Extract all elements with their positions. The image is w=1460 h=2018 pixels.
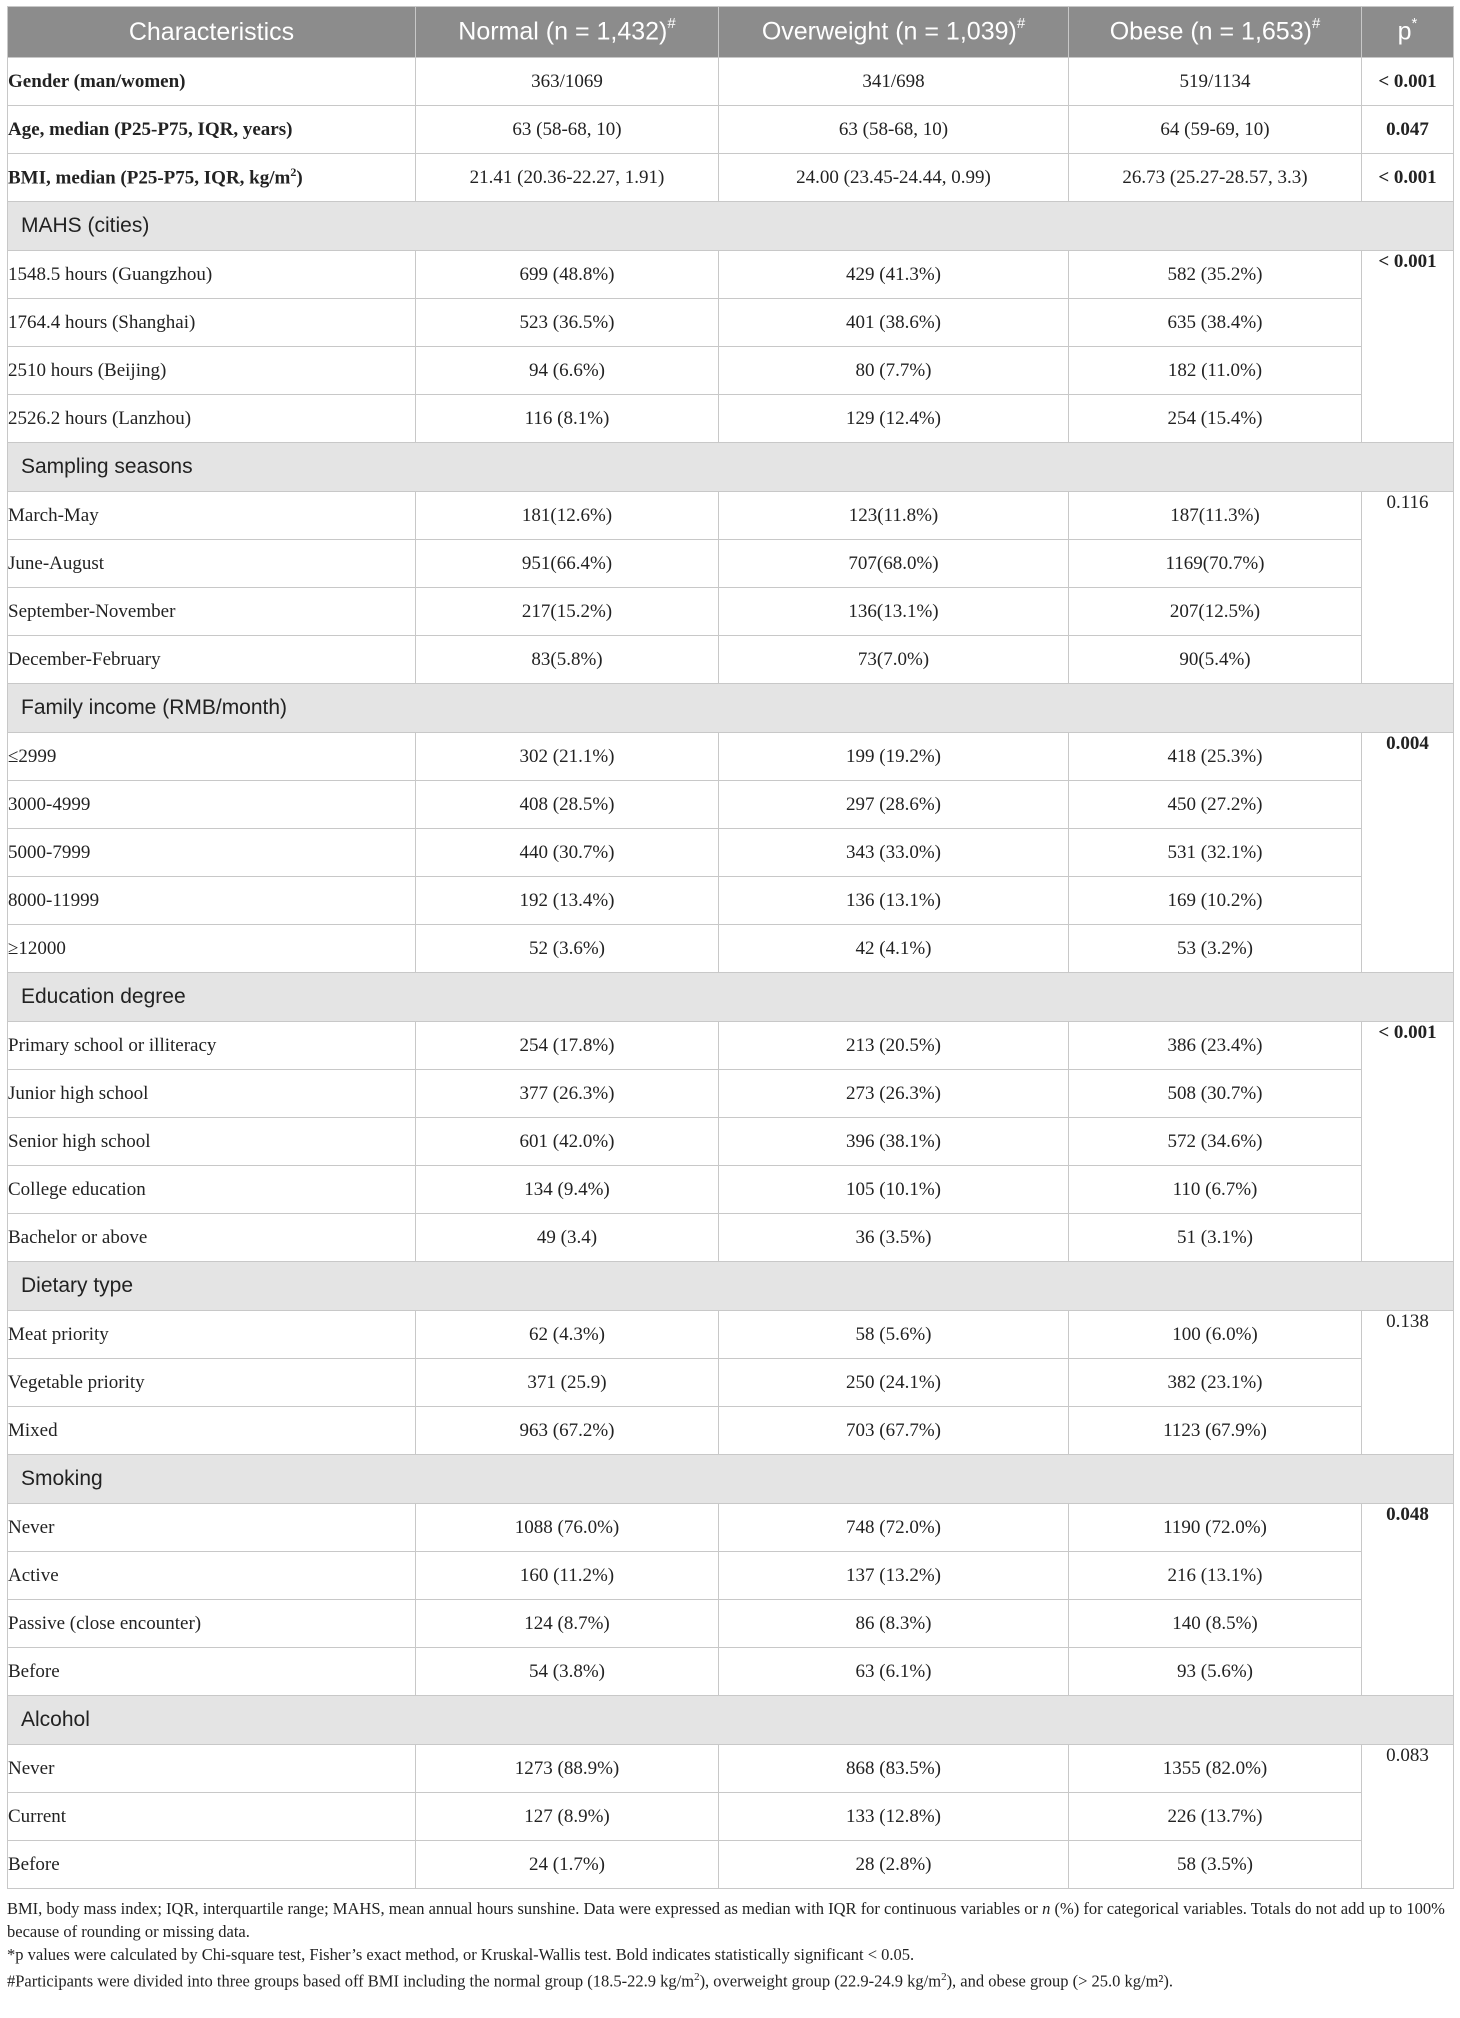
footnote-1-italic: n: [1042, 1899, 1051, 1918]
header-p: [1362, 7, 1454, 58]
table-row: [8, 395, 1454, 443]
obese-value: 110 (6.7%): [1069, 1166, 1362, 1214]
overweight-value: 343 (33.0%): [719, 829, 1069, 877]
section-title: Sampling seasons: [8, 443, 1454, 492]
normal-value: 217(15.2%): [416, 588, 719, 636]
overweight-value: 199 (19.2%): [719, 733, 1069, 781]
normal-value: 377 (26.3%): [416, 1070, 719, 1118]
obese-value: 53 (3.2%): [1069, 925, 1362, 973]
table-row: [8, 58, 1454, 106]
p-value: 0.083: [1362, 1745, 1454, 1889]
normal-value: 160 (11.2%): [416, 1552, 719, 1600]
header-normal-hash: #: [667, 15, 676, 33]
p-value: < 0.001: [1362, 58, 1454, 106]
obese-value: 572 (34.6%): [1069, 1118, 1362, 1166]
footnote-p-values: *p values were calculated by Chi-square test, Fisher’s exact method, or Kruskal-Wallis test. Bold indicates statistically significant < 0.05.: [7, 1945, 915, 1964]
overweight-value: 105 (10.1%): [719, 1166, 1069, 1214]
table-row: [8, 299, 1454, 347]
table-row: [8, 106, 1454, 154]
row-label: Age, median (P25-P75, IQR, years): [8, 106, 416, 154]
overweight-value: 703 (67.7%): [719, 1407, 1069, 1455]
row-label: September-November: [8, 588, 416, 636]
normal-value: 371 (25.9): [416, 1359, 719, 1407]
header-obese-hash: #: [1311, 15, 1321, 33]
row-label: Gender (man/women): [8, 58, 416, 106]
p-value: 0.004: [1362, 733, 1454, 973]
obese-value: 187(11.3%): [1069, 492, 1362, 540]
overweight-value: 748 (72.0%): [719, 1504, 1069, 1552]
table-row: [8, 1166, 1454, 1214]
table-row: [8, 1359, 1454, 1407]
section-header-row: [8, 443, 1454, 492]
table-row: [8, 1841, 1454, 1889]
p-value: 0.047: [1362, 106, 1454, 154]
p-value: 0.138: [1362, 1311, 1454, 1455]
row-label: Primary school or illiteracy: [8, 1022, 416, 1070]
normal-value: 63 (58-68, 10): [416, 106, 719, 154]
normal-value: 62 (4.3%): [416, 1311, 719, 1359]
obese-value: 519/1134: [1069, 58, 1362, 106]
overweight-value: 36 (3.5%): [719, 1214, 1069, 1262]
row-label: Before: [8, 1841, 416, 1889]
overweight-value: 24.00 (23.45-24.44, 0.99): [719, 154, 1069, 202]
row-label: [8, 154, 416, 202]
section-header-row: [8, 1696, 1454, 1745]
row-label: Current: [8, 1793, 416, 1841]
row-label: June-August: [8, 540, 416, 588]
normal-value: 302 (21.1%): [416, 733, 719, 781]
row-label: Bachelor or above: [8, 1214, 416, 1262]
obese-value: 635 (38.4%): [1069, 299, 1362, 347]
obese-value: 26.73 (25.27-28.57, 3.3): [1069, 154, 1362, 202]
table-row: [8, 1648, 1454, 1696]
table-row: [8, 1022, 1454, 1070]
section-header-row: [8, 1455, 1454, 1504]
obese-value: 1355 (82.0%): [1069, 1745, 1362, 1793]
row-label: Meat priority: [8, 1311, 416, 1359]
section-title: Dietary type: [8, 1262, 1454, 1311]
normal-value: 116 (8.1%): [416, 395, 719, 443]
section-header-row: [8, 1262, 1454, 1311]
footnote-3-part-b: ), overweight group (22.9-24.9 kg/m: [699, 1971, 942, 1991]
normal-value: 523 (36.5%): [416, 299, 719, 347]
normal-value: 951(66.4%): [416, 540, 719, 588]
table-row: [8, 1118, 1454, 1166]
row-label: ≤2999: [8, 733, 416, 781]
obese-value: 90(5.4%): [1069, 636, 1362, 684]
row-label: Never: [8, 1745, 416, 1793]
table-row: [8, 1311, 1454, 1359]
obese-value: 182 (11.0%): [1069, 347, 1362, 395]
obese-value: 140 (8.5%): [1069, 1600, 1362, 1648]
header-obese-text: Obese (n = 1,653): [1109, 17, 1312, 46]
overweight-value: 250 (24.1%): [719, 1359, 1069, 1407]
obese-value: 508 (30.7%): [1069, 1070, 1362, 1118]
section-title: Smoking: [8, 1455, 1454, 1504]
normal-value: 1088 (76.0%): [416, 1504, 719, 1552]
obese-value: 1190 (72.0%): [1069, 1504, 1362, 1552]
normal-value: 254 (17.8%): [416, 1022, 719, 1070]
footnote-1-part-b: (%) for categorical variables. Totals do not add up to 100% because of rounding or missing data.: [7, 1899, 1445, 1941]
overweight-value: 213 (20.5%): [719, 1022, 1069, 1070]
header-overweight-text: Overweight (n = 1,039): [761, 17, 1017, 46]
row-label: 8000-11999: [8, 877, 416, 925]
normal-value: 408 (28.5%): [416, 781, 719, 829]
overweight-value: 868 (83.5%): [719, 1745, 1069, 1793]
header-p-text: p: [1397, 17, 1412, 46]
table-row: [8, 1552, 1454, 1600]
header-obese: [1069, 7, 1362, 58]
row-label: March-May: [8, 492, 416, 540]
table-row: [8, 347, 1454, 395]
overweight-value: 396 (38.1%): [719, 1118, 1069, 1166]
obese-value: 254 (15.4%): [1069, 395, 1362, 443]
header-p-star: *: [1411, 15, 1418, 33]
normal-value: 83(5.8%): [416, 636, 719, 684]
table-container: [7, 6, 1453, 1993]
table-row: [8, 540, 1454, 588]
footnote-3-part-c: ), and obese group (> 25.0 kg/m²).: [946, 1971, 1173, 1991]
row-label: Senior high school: [8, 1118, 416, 1166]
normal-value: 94 (6.6%): [416, 347, 719, 395]
obese-value: 100 (6.0%): [1069, 1311, 1362, 1359]
table-row: [8, 154, 1454, 202]
p-value: < 0.001: [1362, 154, 1454, 202]
obese-value: 226 (13.7%): [1069, 1793, 1362, 1841]
overweight-value: 707(68.0%): [719, 540, 1069, 588]
normal-value: 21.41 (20.36-22.27, 1.91): [416, 154, 719, 202]
section-header-row: [8, 202, 1454, 251]
overweight-value: 123(11.8%): [719, 492, 1069, 540]
obese-value: 418 (25.3%): [1069, 733, 1362, 781]
overweight-value: 58 (5.6%): [719, 1311, 1069, 1359]
obese-value: 386 (23.4%): [1069, 1022, 1362, 1070]
row-label: Before: [8, 1648, 416, 1696]
header-characteristics-text: Characteristics: [128, 17, 295, 46]
overweight-value: 136 (13.1%): [719, 877, 1069, 925]
obese-value: 169 (10.2%): [1069, 877, 1362, 925]
p-value: 0.116: [1362, 492, 1454, 684]
overweight-value: 136(13.1%): [719, 588, 1069, 636]
row-label-end: ): [296, 167, 303, 189]
row-label: College education: [8, 1166, 416, 1214]
table-row: [8, 492, 1454, 540]
row-label: ≥12000: [8, 925, 416, 973]
footnote-abbreviations: [7, 1897, 1453, 1943]
normal-value: 49 (3.4): [416, 1214, 719, 1262]
section-header-row: [8, 973, 1454, 1022]
row-label: 1764.4 hours (Shanghai): [8, 299, 416, 347]
row-label-sup: 2: [290, 165, 297, 180]
row-label: 1548.5 hours (Guangzhou): [8, 251, 416, 299]
section-header-row: [8, 684, 1454, 733]
normal-value: 134 (9.4%): [416, 1166, 719, 1214]
section-title: Family income (RMB/month): [8, 684, 1454, 733]
header-row: [8, 7, 1454, 58]
overweight-value: 341/698: [719, 58, 1069, 106]
normal-value: 124 (8.7%): [416, 1600, 719, 1648]
table-row: [8, 588, 1454, 636]
obese-value: 216 (13.1%): [1069, 1552, 1362, 1600]
characteristics-table: [7, 6, 1454, 1889]
overweight-value: 401 (38.6%): [719, 299, 1069, 347]
row-label-text: BMI, median (P25-P75, IQR, kg/m: [8, 167, 291, 189]
obese-value: 382 (23.1%): [1069, 1359, 1362, 1407]
row-label: Passive (close encounter): [8, 1600, 416, 1648]
overweight-value: 42 (4.1%): [719, 925, 1069, 973]
section-title: MAHS (cities): [8, 202, 1454, 251]
table-row: [8, 1214, 1454, 1262]
overweight-value: 86 (8.3%): [719, 1600, 1069, 1648]
normal-value: 24 (1.7%): [416, 1841, 719, 1889]
overweight-value: 73(7.0%): [719, 636, 1069, 684]
section-title: Education degree: [8, 973, 1454, 1022]
normal-value: 440 (30.7%): [416, 829, 719, 877]
overweight-value: 137 (13.2%): [719, 1552, 1069, 1600]
obese-value: 51 (3.1%): [1069, 1214, 1362, 1262]
row-label: Junior high school: [8, 1070, 416, 1118]
obese-value: 64 (59-69, 10): [1069, 106, 1362, 154]
normal-value: 52 (3.6%): [416, 925, 719, 973]
row-label: 2526.2 hours (Lanzhou): [8, 395, 416, 443]
row-label: Never: [8, 1504, 416, 1552]
table-row: [8, 1504, 1454, 1552]
obese-value: 58 (3.5%): [1069, 1841, 1362, 1889]
p-value: < 0.001: [1362, 251, 1454, 443]
obese-value: 93 (5.6%): [1069, 1648, 1362, 1696]
table-row: [8, 636, 1454, 684]
normal-value: 963 (67.2%): [416, 1407, 719, 1455]
normal-value: 699 (48.8%): [416, 251, 719, 299]
table-body: [8, 58, 1454, 1889]
table-footnotes: [7, 1897, 1453, 1993]
normal-value: 363/1069: [416, 58, 719, 106]
overweight-value: 80 (7.7%): [719, 347, 1069, 395]
overweight-value: 297 (28.6%): [719, 781, 1069, 829]
table-row: [8, 925, 1454, 973]
row-label: Active: [8, 1552, 416, 1600]
section-title: Alcohol: [8, 1696, 1454, 1745]
normal-value: 1273 (88.9%): [416, 1745, 719, 1793]
table-row: [8, 1745, 1454, 1793]
obese-value: 582 (35.2%): [1069, 251, 1362, 299]
row-label: 3000-4999: [8, 781, 416, 829]
table-row: [8, 733, 1454, 781]
row-label: Vegetable priority: [8, 1359, 416, 1407]
normal-value: 601 (42.0%): [416, 1118, 719, 1166]
overweight-value: 28 (2.8%): [719, 1841, 1069, 1889]
row-label: 5000-7999: [8, 829, 416, 877]
header-normal: [416, 7, 719, 58]
obese-value: 450 (27.2%): [1069, 781, 1362, 829]
obese-value: 1169(70.7%): [1069, 540, 1362, 588]
table-row: [8, 1407, 1454, 1455]
footnote-3-sup-1: 2: [694, 1971, 700, 1983]
row-label: December-February: [8, 636, 416, 684]
table-row: [8, 829, 1454, 877]
p-value: < 0.001: [1362, 1022, 1454, 1262]
row-label: Mixed: [8, 1407, 416, 1455]
footnote-3-part-a: #Participants were divided into three groups based off BMI including the normal group (18.5-22.9 kg/m: [7, 1971, 695, 1991]
header-overweight-hash: #: [1016, 15, 1026, 33]
normal-value: 181(12.6%): [416, 492, 719, 540]
table-row: [8, 877, 1454, 925]
obese-value: 207(12.5%): [1069, 588, 1362, 636]
footnote-1-part-a: BMI, body mass index; IQR, interquartile range; MAHS, mean annual hours sunshine. Data were expressed as median with IQR for continuous variables or: [7, 1899, 1043, 1918]
header-overweight: [719, 7, 1069, 58]
obese-value: 531 (32.1%): [1069, 829, 1362, 877]
overweight-value: 273 (26.3%): [719, 1070, 1069, 1118]
normal-value: 127 (8.9%): [416, 1793, 719, 1841]
p-value: 0.048: [1362, 1504, 1454, 1696]
table-row: [8, 1793, 1454, 1841]
overweight-value: 129 (12.4%): [719, 395, 1069, 443]
table-row: [8, 251, 1454, 299]
table-row: [8, 1070, 1454, 1118]
header-normal-text: Normal (n = 1,432): [458, 17, 668, 46]
footnote-groups: [7, 1966, 1453, 1993]
overweight-value: 63 (58-68, 10): [719, 106, 1069, 154]
overweight-value: 429 (41.3%): [719, 251, 1069, 299]
normal-value: 192 (13.4%): [416, 877, 719, 925]
row-label: 2510 hours (Beijing): [8, 347, 416, 395]
header-characteristics: [8, 7, 416, 58]
overweight-value: 63 (6.1%): [719, 1648, 1069, 1696]
obese-value: 1123 (67.9%): [1069, 1407, 1362, 1455]
normal-value: 54 (3.8%): [416, 1648, 719, 1696]
overweight-value: 133 (12.8%): [719, 1793, 1069, 1841]
footnote-3-sup-2: 2: [941, 1971, 947, 1983]
table-row: [8, 781, 1454, 829]
table-row: [8, 1600, 1454, 1648]
